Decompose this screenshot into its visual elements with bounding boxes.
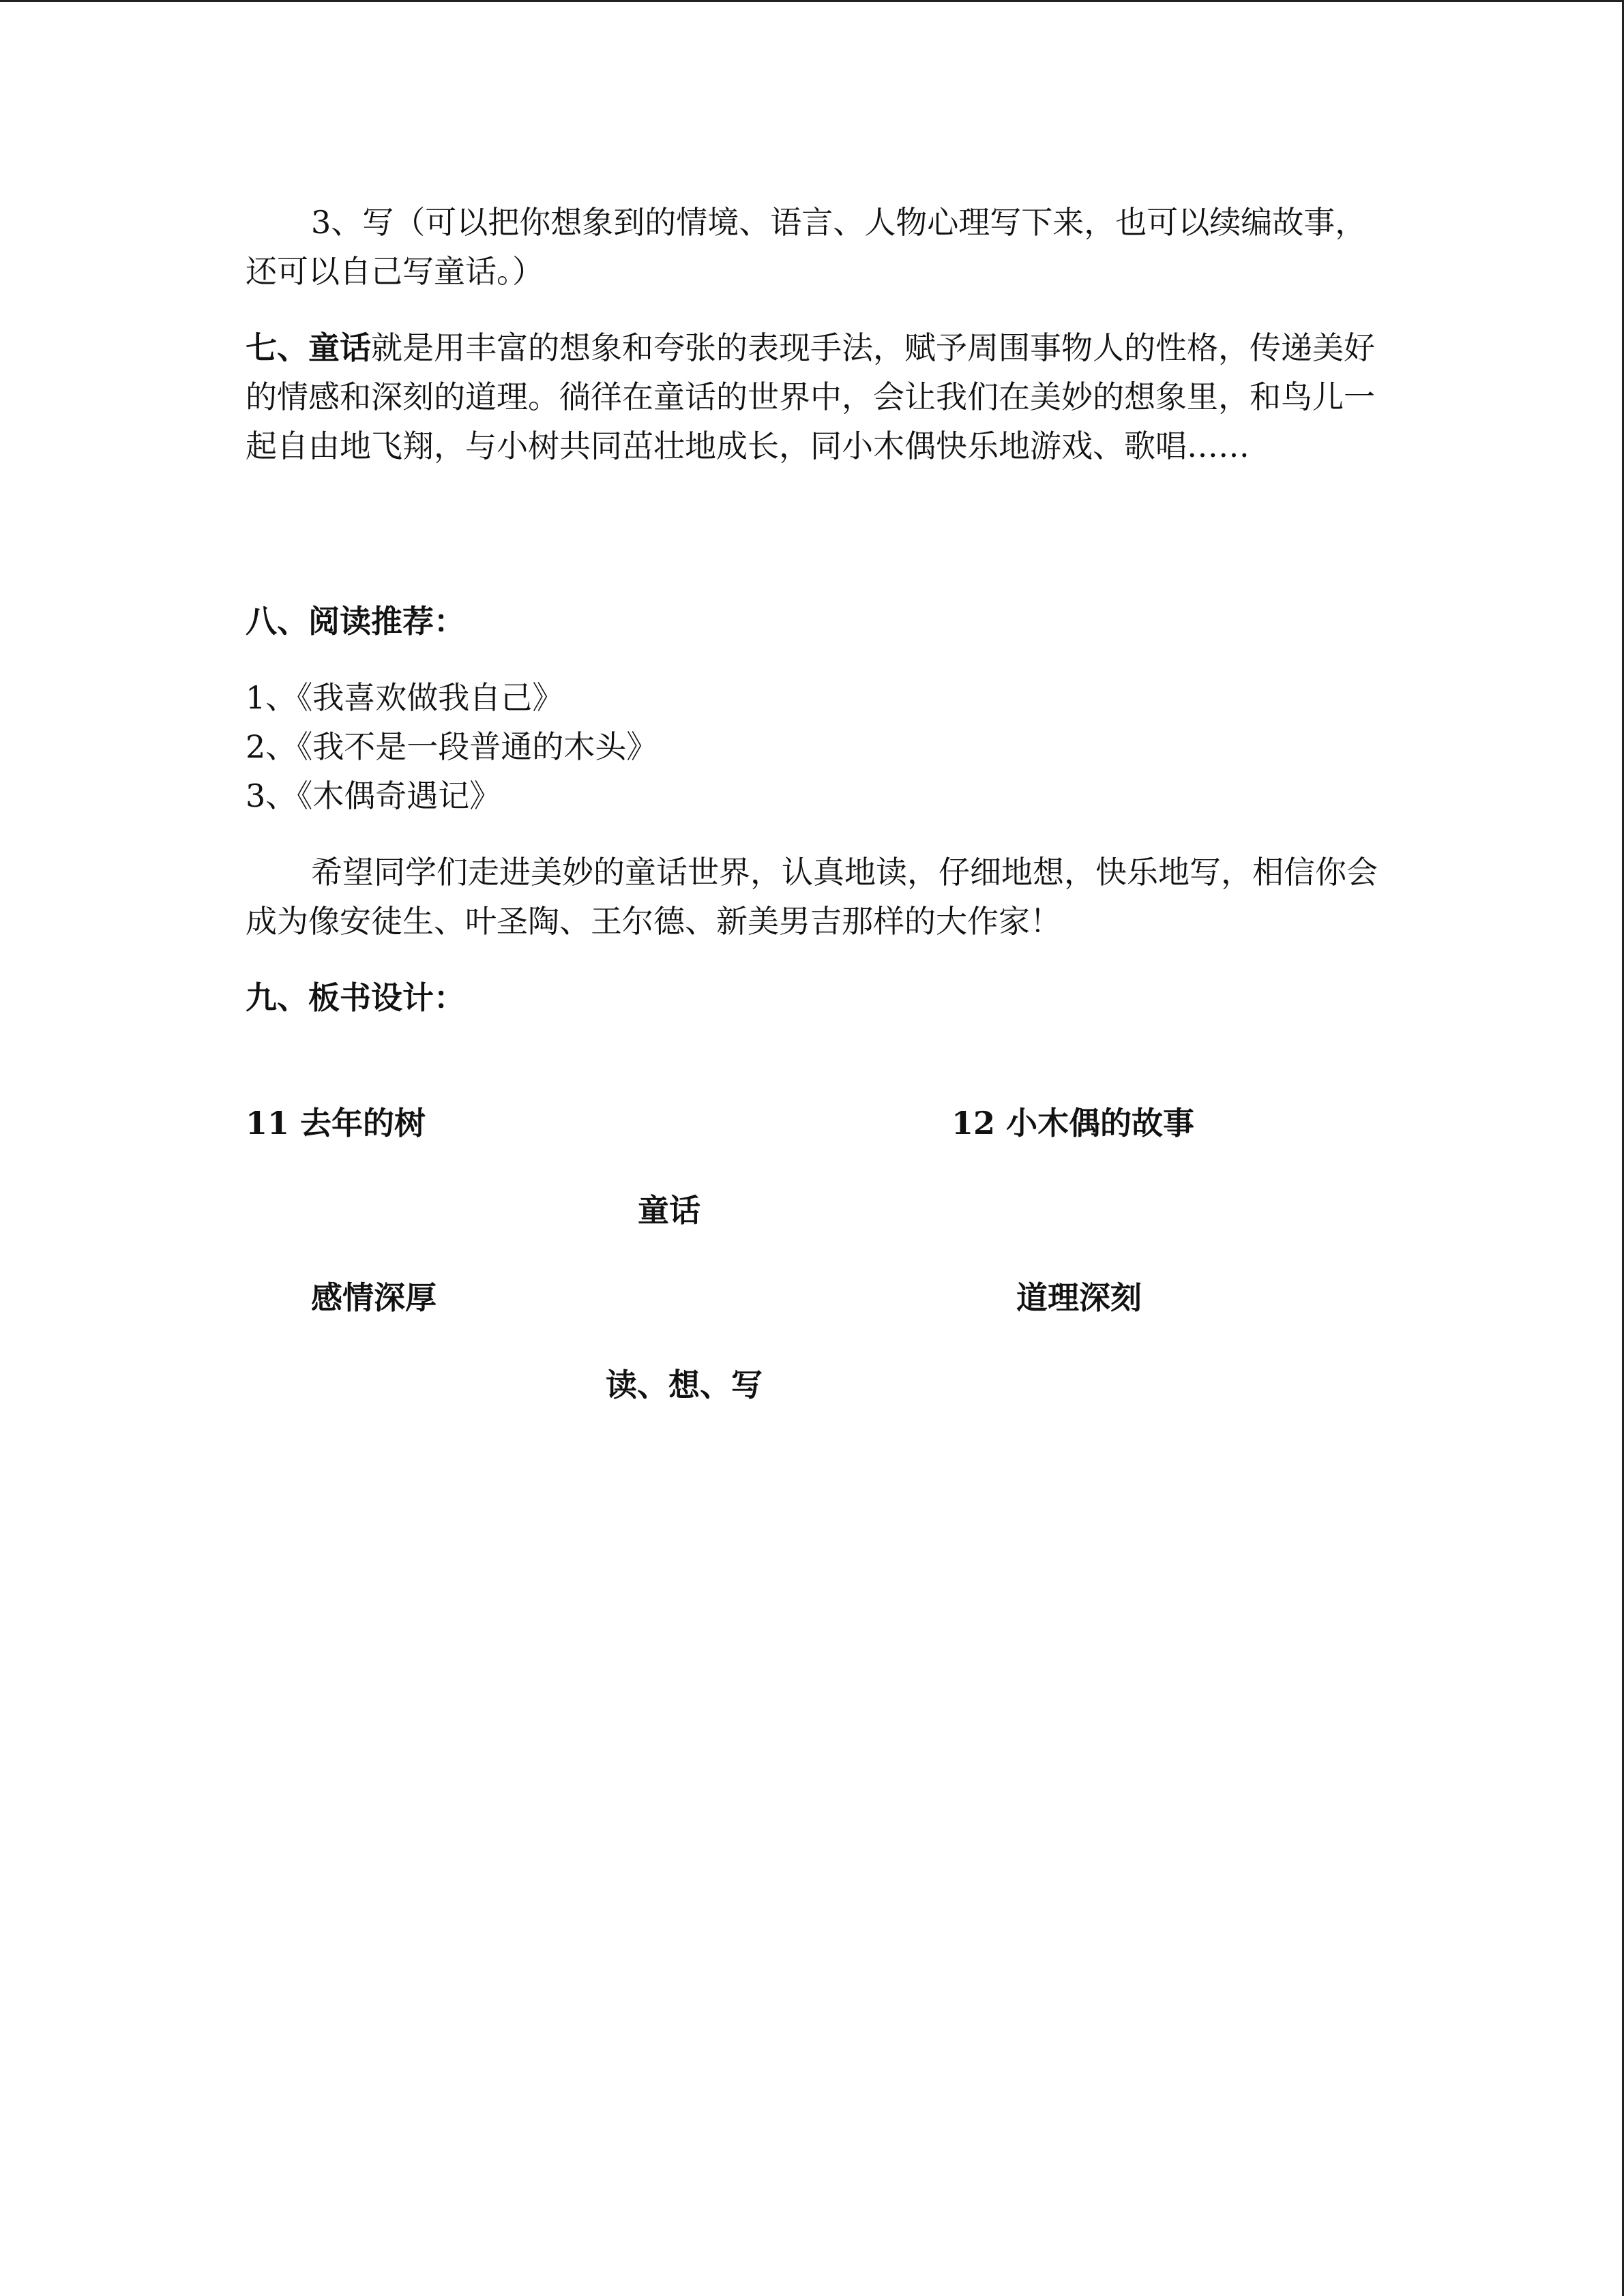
section-eight-title: 八、阅读推荐： [246,603,465,640]
reading-list [246,673,1378,820]
board-right-note: 道理深刻 [1016,1279,1142,1316]
document-page [246,198,1378,1459]
reading-list-item: 1、《我喜欢做我自己》 [246,679,564,716]
page-top-border [0,0,1624,2]
section-seven-body: 就是用丰富的想象和夸张的表现手法，赋予周围事物人的性格，传递美好的情感和深刻的道理。徜徉在童话的世界中，会让我们在美妙的想象里，和鸟儿一起自由地飞翔，与小树共同茁壮地成长，同小木偶快乐地游戏、歌唱…… [246,329,1375,464]
board-center-label: 童话 [638,1192,700,1229]
reading-list-item: 2、《我不是一段普通的木头》 [246,728,658,765]
paragraph-write: 3、写（可以把你想象到的情境、语言、人物心理写下来，也可以续编故事，还可以自己写童话。） [246,204,1367,290]
spacer [246,1022,1378,1104]
section-nine-title: 九、板书设计： [246,979,465,1016]
board-left-title: 11 去年的树 [246,1105,426,1142]
section-seven-paragraph [246,323,1378,471]
spacer [246,296,1378,323]
spacer [246,820,1378,848]
board-right-title: 12 小木偶的故事 [951,1105,1195,1142]
section-seven-lead: 七、童话 [246,329,371,366]
blackboard-design [246,1104,1378,1459]
spacer [246,646,1378,673]
reading-list-item: 3、《木偶奇遇记》 [246,777,501,814]
board-bottom-label: 读、想、写 [606,1367,763,1403]
spacer [246,946,1378,973]
closing-paragraph: 希望同学们走进美妙的童话世界，认真地读，仔细地想，快乐地写，相信你会成为像安徒生、叶圣陶、王尔德、新美男吉那样的大作家！ [246,854,1378,940]
board-left-note: 感情深厚 [311,1279,437,1316]
spacer [246,471,1378,597]
